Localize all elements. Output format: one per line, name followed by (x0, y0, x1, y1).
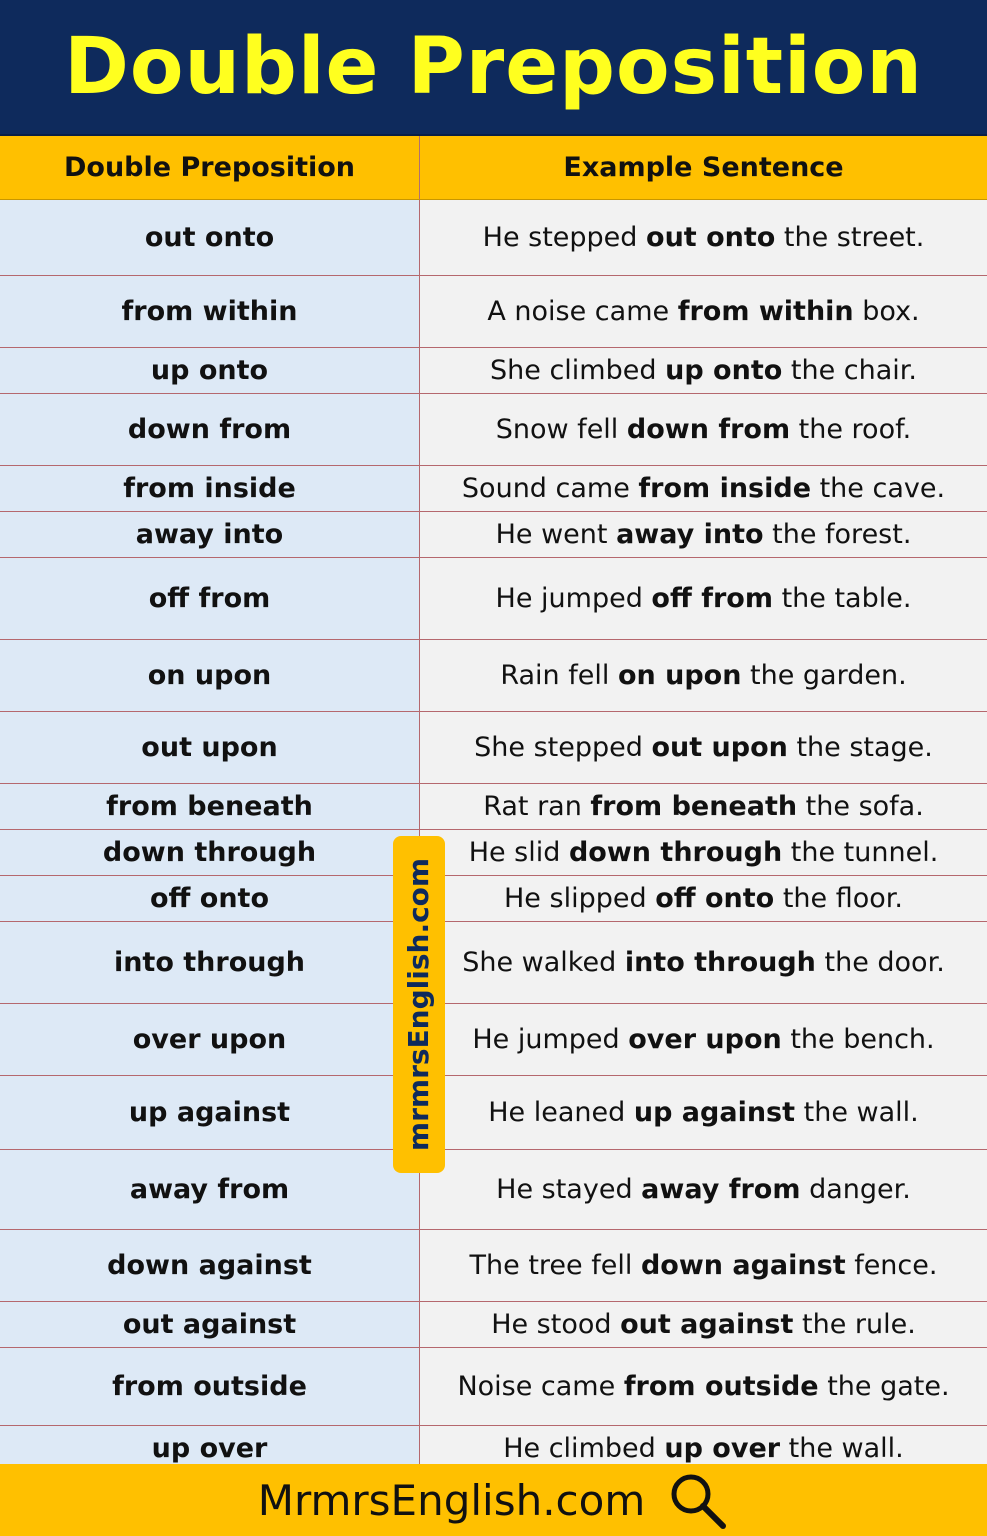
sentence-prefix: He jumped (495, 583, 652, 614)
table-row (0, 1348, 987, 1426)
table-row (0, 512, 987, 558)
sentence-highlight: off from (651, 583, 773, 614)
sentence-highlight: away into (616, 519, 764, 550)
example-sentence-cell (420, 830, 987, 875)
table-row (0, 784, 987, 830)
preposition-cell: into through (0, 922, 420, 1003)
table-row (0, 276, 987, 348)
example-sentence-cell (420, 784, 987, 829)
table-row (0, 1004, 987, 1076)
preposition-cell: from beneath (0, 784, 420, 829)
example-sentence-cell (420, 712, 987, 783)
table-header (0, 136, 987, 200)
sentence-highlight: from within (677, 296, 854, 327)
preposition-cell: on upon (0, 640, 420, 711)
sentence-suffix: the wall. (795, 1097, 919, 1128)
sentence-prefix: She climbed (490, 355, 666, 386)
sentence-highlight: away from (641, 1174, 801, 1205)
sentence-prefix: He climbed (503, 1432, 665, 1464)
sentence-suffix: the rule. (793, 1309, 916, 1340)
table-row (0, 200, 987, 276)
title-banner (0, 0, 987, 136)
sentence-highlight: up over (664, 1432, 781, 1464)
footer-site-name[interactable]: MrmrsEnglish.com (257, 1475, 646, 1525)
example-sentence-cell (420, 876, 987, 921)
preposition-cell: down against (0, 1230, 420, 1301)
preposition-cell: from within (0, 276, 420, 347)
table-row (0, 394, 987, 466)
sentence-prefix: Snow fell (495, 414, 627, 445)
preposition-cell: over upon (0, 1004, 420, 1075)
example-sentence-cell (420, 512, 987, 557)
sentence-suffix: the roof. (790, 414, 912, 445)
sentence-highlight: from inside (638, 473, 812, 504)
table-row (0, 558, 987, 640)
example-sentence-cell (420, 640, 987, 711)
table-row (0, 466, 987, 512)
table-row (0, 1230, 987, 1302)
table-row (0, 1076, 987, 1150)
sentence-highlight: off onto (655, 883, 775, 914)
table-row (0, 1302, 987, 1348)
preposition-cell: down from (0, 394, 420, 465)
sentence-suffix: the street. (775, 222, 925, 253)
sentence-suffix: the forest. (763, 519, 912, 550)
example-sentence-cell (420, 1150, 987, 1229)
sentence-highlight: into through (624, 947, 816, 978)
sentence-prefix: He stayed (496, 1174, 642, 1205)
sentence-prefix: He leaned (488, 1097, 634, 1128)
preposition-cell: down through (0, 830, 420, 875)
example-sentence-cell (420, 1348, 987, 1425)
sentence-suffix: box. (853, 296, 920, 327)
preposition-cell: away from (0, 1150, 420, 1229)
sentence-prefix: Sound came (461, 473, 639, 504)
example-sentence-cell (420, 348, 987, 393)
sentence-prefix: He stepped (482, 222, 647, 253)
watermark-badge (393, 836, 445, 1173)
sentence-suffix: the table. (773, 583, 912, 614)
header-double-preposition: Double Preposition (0, 136, 420, 199)
sentence-suffix: the tunnel. (782, 837, 939, 868)
example-sentence-cell (420, 922, 987, 1003)
preposition-cell: off onto (0, 876, 420, 921)
sentence-highlight: over upon (628, 1024, 782, 1055)
preposition-cell: from outside (0, 1348, 420, 1425)
sentence-prefix: He stood (491, 1309, 621, 1340)
example-sentence-cell (420, 466, 987, 511)
table-row (0, 712, 987, 784)
example-sentence-cell (420, 276, 987, 347)
table-row (0, 348, 987, 394)
sentence-suffix: the floor. (774, 883, 903, 914)
preposition-cell: up against (0, 1076, 420, 1149)
sentence-prefix: She walked (462, 947, 625, 978)
sentence-suffix: the gate. (818, 1371, 950, 1402)
sentence-suffix: the sofa. (797, 791, 924, 822)
sentence-prefix: Rat ran (483, 791, 591, 822)
sentence-prefix: Noise came (457, 1371, 624, 1402)
sentence-prefix: A noise came (487, 296, 678, 327)
sentence-suffix: danger. (800, 1174, 911, 1205)
preposition-cell: off from (0, 558, 420, 639)
sentence-suffix: fence. (845, 1250, 938, 1281)
sentence-suffix: the door. (815, 947, 945, 978)
table-row (0, 876, 987, 922)
sentence-highlight: up against (633, 1097, 796, 1128)
preposition-cell: out upon (0, 712, 420, 783)
sentence-suffix: the bench. (781, 1024, 935, 1055)
preposition-cell: up onto (0, 348, 420, 393)
sentence-highlight: from outside (623, 1371, 819, 1402)
table-row (0, 1150, 987, 1230)
sentence-prefix: The tree fell (469, 1250, 641, 1281)
header-example-sentence: Example Sentence (563, 152, 844, 183)
example-sentence-cell (420, 394, 987, 465)
sentence-suffix: the garden. (741, 660, 907, 691)
example-sentence-cell (420, 558, 987, 639)
example-sentence-cell (420, 200, 987, 275)
sentence-highlight: down from (626, 414, 791, 445)
sentence-prefix: He went (495, 519, 617, 550)
preposition-cell: up over (0, 1426, 420, 1470)
sentence-highlight: from beneath (590, 791, 798, 822)
table-row (0, 830, 987, 876)
table-body (0, 200, 987, 1464)
sentence-highlight: down against (640, 1250, 846, 1281)
table-row (0, 922, 987, 1004)
sentence-suffix: the cave. (811, 473, 946, 504)
page-title: Double Preposition (64, 22, 923, 112)
sentence-prefix: She stepped (474, 732, 652, 763)
preposition-cell: from inside (0, 466, 420, 511)
preposition-cell: out onto (0, 200, 420, 275)
example-sentence-cell (420, 1302, 987, 1347)
sentence-suffix: the wall. (780, 1432, 904, 1464)
watermark-text: mrmrsEnglish.com (402, 857, 436, 1152)
sentence-suffix: the stage. (787, 732, 933, 763)
table-row (0, 640, 987, 712)
sentence-highlight: out upon (651, 732, 788, 763)
sentence-highlight: on upon (617, 660, 742, 691)
preposition-cell: away into (0, 512, 420, 557)
sentence-prefix: He jumped (472, 1024, 629, 1055)
sentence-highlight: down through (568, 837, 783, 868)
example-sentence-cell (420, 1004, 987, 1075)
example-sentence-cell (420, 1076, 987, 1149)
sentence-suffix: the chair. (782, 355, 917, 386)
sentence-highlight: up onto (665, 355, 783, 386)
footer-banner (0, 1464, 987, 1536)
search-icon (665, 1468, 729, 1532)
preposition-cell: out against (0, 1302, 420, 1347)
sentence-prefix: He slipped (504, 883, 656, 914)
sentence-prefix: Rain fell (500, 660, 618, 691)
sentence-highlight: out onto (646, 222, 776, 253)
sentence-prefix: He slid (468, 837, 569, 868)
sentence-highlight: out against (620, 1309, 794, 1340)
example-sentence-cell (420, 1230, 987, 1301)
